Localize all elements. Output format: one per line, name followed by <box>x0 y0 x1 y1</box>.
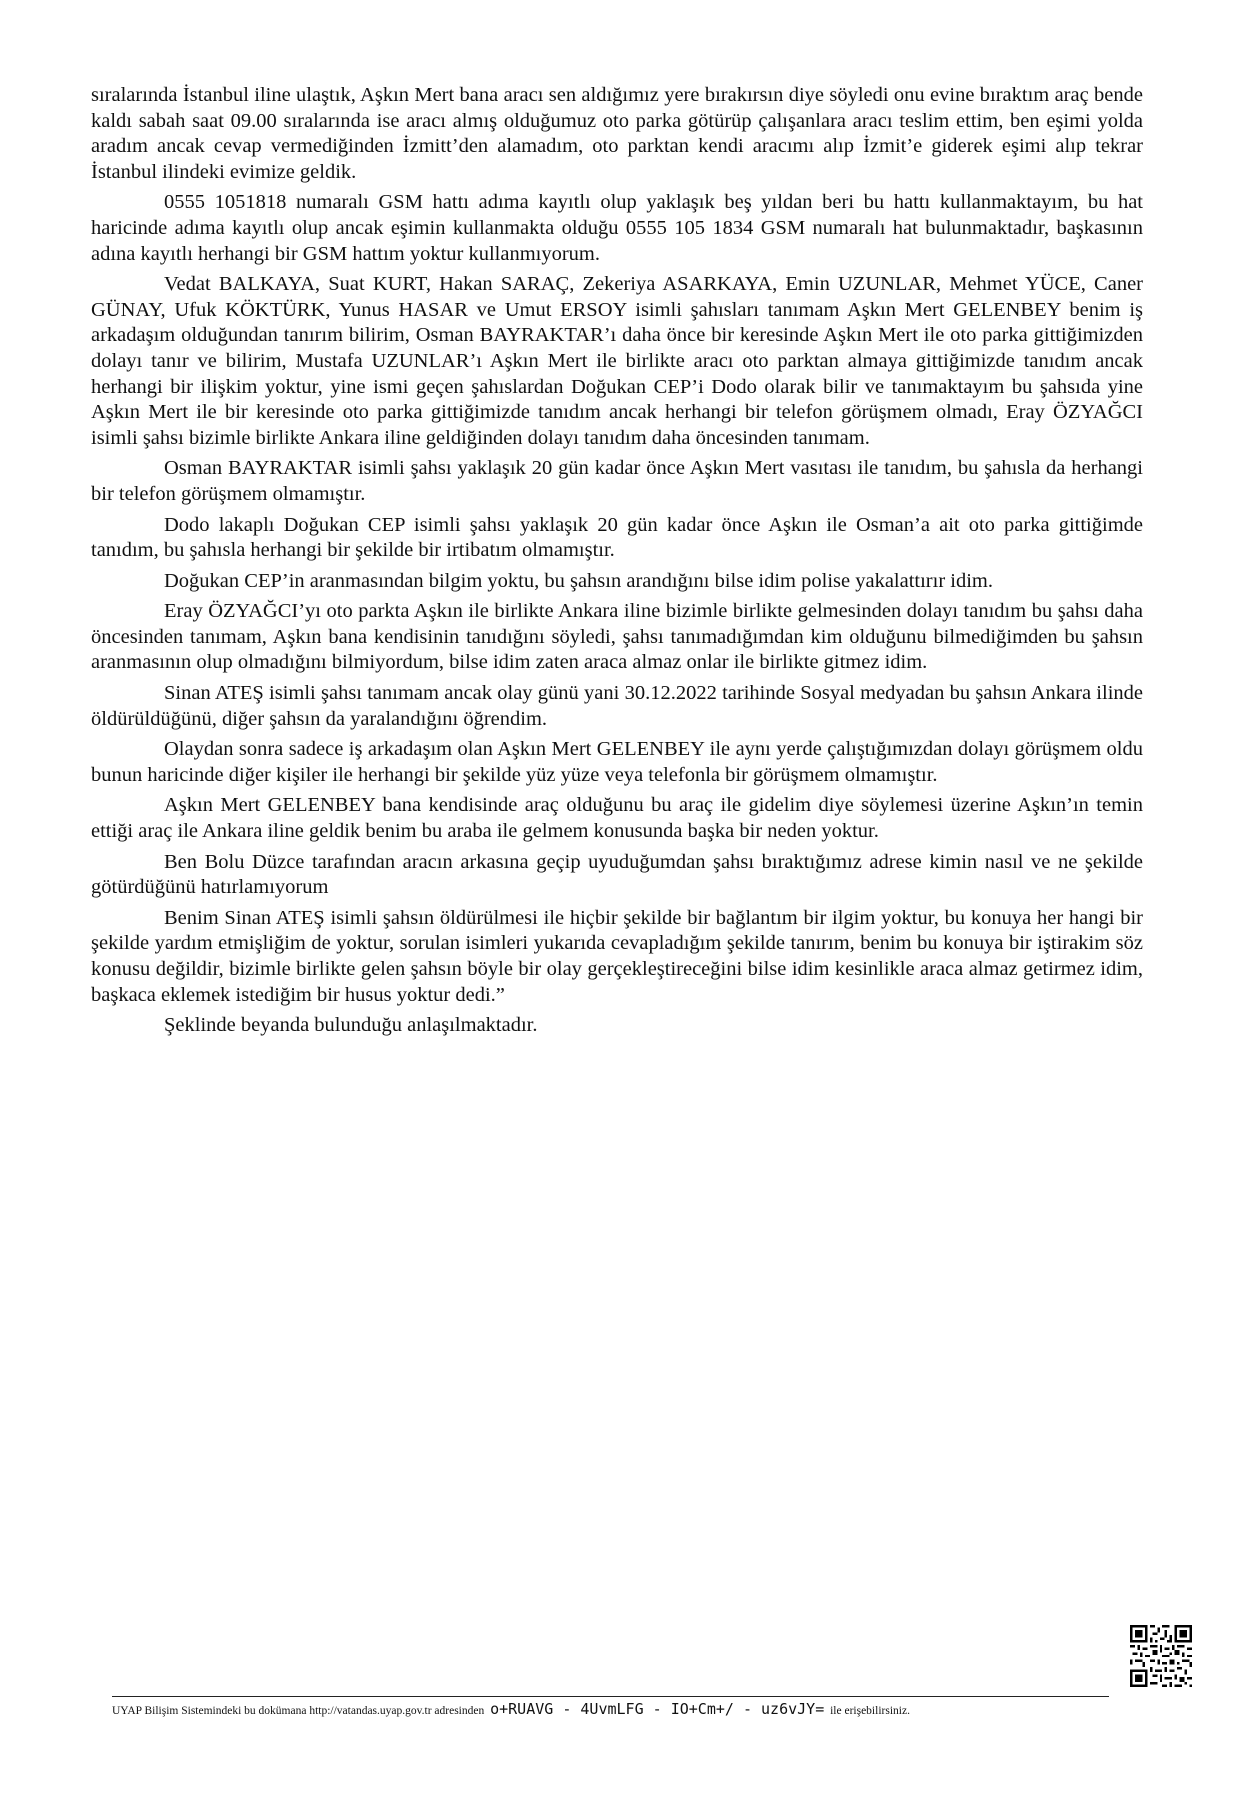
footer-divider <box>112 1696 1109 1697</box>
footer <box>112 1700 1122 1720</box>
footer-suffix: ile erişebilirsiniz. <box>830 1705 910 1717</box>
paragraph-11: Ben Bolu Düzce tarafından aracın arkasına geçip uyuduğumdan şahsı bıraktığımız adrese kimin nasıl ve ne şekilde götürdüğünü hatırlamıyorum <box>91 850 1143 899</box>
paragraph-2: 0555 1051818 numaralı GSM hattı adıma kayıtlı olup yaklaşık beş yıldan beri bu hattı kullanmaktayım, bu hat haricinde adıma kayıtlı olup ancak eşimin kullanmakta olduğu 0555 105 1834 GSM numaralı hat bulunmaktadır, başkasının adına kayıtlı herhangi bir GSM hattım yoktur kullanmıyorum. <box>91 191 1143 265</box>
paragraph-10: Aşkın Mert GELENBEY bana kendisinde araç olduğunu bu araç ile gidelim diye söylemesi üzerine Aşkın’ın temin ettiği araç ile Ankara iline geldik benim bu araba ile gelmem konusunda başka bir neden yoktur. <box>91 794 1143 843</box>
footer-verification-code: o+RUAVG - 4UvmLFG - IO+Cm+/ - uz6vJY= <box>490 1700 825 1718</box>
paragraph-5: Dodo lakaplı Doğukan CEP isimli şahsı yaklaşık 20 gün kadar önce Aşkın ile Osman’a ait oto parka gittiğimde tanıdım, bu şahısla herhangi bir şekilde bir irtibatım olmamıştır. <box>91 513 1143 562</box>
paragraph-3: Vedat BALKAYA, Suat KURT, Hakan SARAÇ, Zekeriya ASARKAYA, Emin UZUNLAR, Mehmet YÜCE, Caner GÜNAY, Ufuk KÖKTÜRK, Yunus HASAR ve Umut ERSOY isimli şahısları tanımam Aşkın Mert GELENBEY benim iş arkadaşım olduğundan tanırım bilirim, Osman BAYRAKTAR’ı daha önce bir keresinde Aşkın Mert ile oto parka gittiğimizden dolayı tanır ve bilirim, Mustafa UZUNLAR’ı Aşkın Mert ile birlikte aracı oto parktan almaya gittiğimizde tanıdım ancak herhangi bir ilişkim yoktur, yine ismi geçen şahıslardan Doğukan CEP’i Dodo olarak bilir ve tanımaktayım bu şahsıda yine Aşkın Mert ile bir keresinde oto parka gittiğimizde tanıdım ancak herhangi bir telefon görüşmem olmadı, Eray ÖZYAĞCI isimli şahsı bizimle birlikte Ankara iline geldiğinden dolayı tanıdım daha öncesinden tanımam. <box>91 273 1143 449</box>
footer-prefix: UYAP Bilişim Sistemindeki bu dokümana http://vatandas.uyap.gov.tr adresinden <box>112 1705 485 1717</box>
paragraph-8: Sinan ATEŞ isimli şahsı tanımam ancak olay günü yani 30.12.2022 tarihinde Sosyal medyadan bu şahsın Ankara ilinde öldürüldüğünü, diğer şahsın da yaralandığını öğrendim. <box>91 682 1143 730</box>
paragraph-13: Şeklinde beyanda bulunduğu anlaşılmaktadır. <box>164 1014 538 1037</box>
paragraph-12: Benim Sinan ATEŞ isimli şahsın öldürülmesi ile hiçbir şekilde bir bağlantım bir ilgim yoktur, bu konuya her hangi bir şekilde yardım etmişliğim de yoktur, sorulan isimleri yukarıda cevapladığım şekilde tanırım, benim bu konuya bir iştirakim söz konusu değildir, bizimle birlikte gelen şahsın böyle bir olay gerçekleştireceğini bilse idim kesinlikle araca almaz getirmez idim, başkaca eklemek istediğim bir husus yoktur dedi.” <box>91 906 1143 1006</box>
paragraph-9: Olaydan sonra sadece iş arkadaşım olan Aşkın Mert GELENBEY ile aynı yerde çalıştığımızdan dolayı görüşmem oldu bunun haricinde diğer kişiler ile herhangi bir şekilde yüz yüze veya telefonla bir görüşmem olmamıştır. <box>91 738 1143 786</box>
document-body <box>91 83 1143 1044</box>
paragraph-1: sıralarında İstanbul iline ulaştık, Aşkın Mert bana aracı sen aldığımız yere bırakırsın diye söyledi onu evine bıraktım araç bende kaldı sabah saat 09.00 sıralarında ise aracı almış olduğumuz oto parka götürüp çalışanlara aracı teslim ettim, ben eşimi yolda aradım ancak cevap vermediğinden İzmitt’den alamadım, oto parktan kendi aracımı alıp İzmit’e giderek eşimi alıp tekrar İstanbul ilindeki evimize geldik. <box>91 84 1143 183</box>
paragraph-4: Osman BAYRAKTAR isimli şahsı yaklaşık 20 gün kadar önce Aşkın Mert vasıtası ile tanıdım, bu şahısla da herhangi bir telefon görüşmem olmamıştır. <box>91 457 1143 505</box>
paragraph-6: Doğukan CEP’in aranmasından bilgim yoktu, bu şahsın arandığını bilse idim polise yakalattırır idim. <box>164 569 993 592</box>
paragraph-7: Eray ÖZYAĞCI’yı oto parkta Aşkın ile birlikte Ankara iline bizimle birlikte gelmesinden dolayı tanıdım bu şahsı daha öncesinden tanımam, Aşkın bana kendisinin tanıdığını söyledi, şahsı tanımadığımdan kim olduğunu bilmediğimden bu şahsın aranmasının olup olmadığını bilmiyordum, bilse idim zaten araca almaz onlar ile birlikte gitmez idim. <box>91 600 1143 674</box>
qr-code-icon <box>1130 1625 1192 1687</box>
